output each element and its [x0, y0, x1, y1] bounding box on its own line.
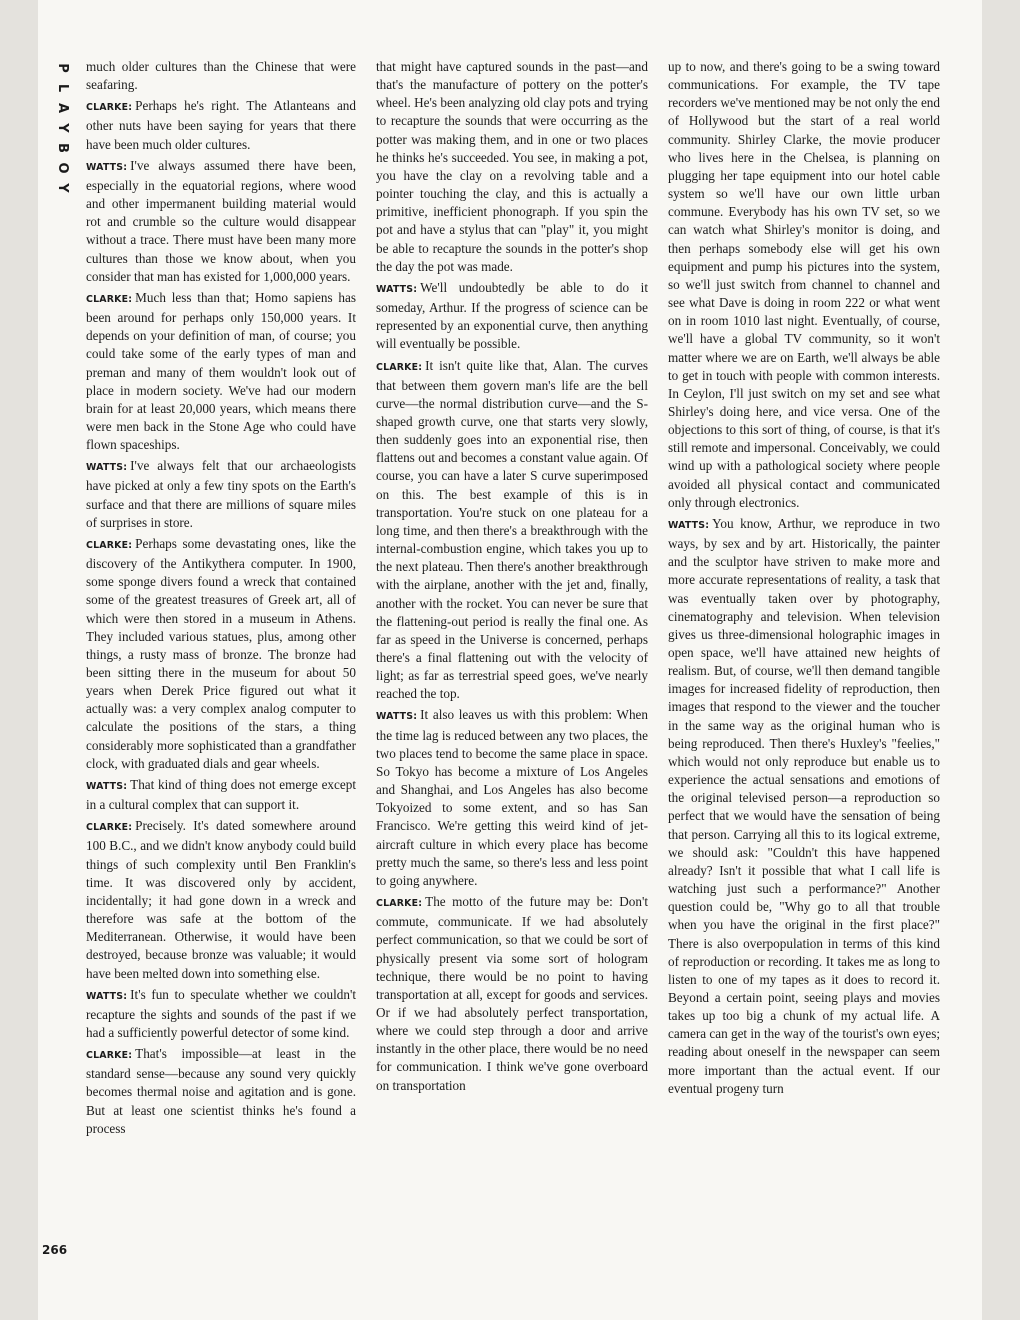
speaker-label: CLARKE:: [86, 539, 133, 551]
paragraph-text: Precisely. It's dated somewhere around 100 B.C., and we didn't know anybody could build things of such complexity until Ben Franklin's time. It was discovered only by accident, incidentally; it had gone down in a wreck and therefore was safe at the bottom of the Mediterranean. Otherwise, it would have been destroyed, because bronze was valuable; it would have been melted down into something else.: [86, 818, 356, 981]
paragraph-text: I've always felt that our archaeologists have picked at only a few tiny spots on the Earth's surface and that there are millions of square miles of surprises in store.: [86, 458, 356, 530]
speaker-label: WATTS:: [668, 519, 710, 531]
masthead-text: P L A Y B O Y: [55, 63, 70, 193]
paragraph-text: that might have captured sounds in the past—and that's the manufacture of pottery on the potter's wheel. He's been analyzing old clay pots and trying to recapture the sounds that were occurring as the potter was making them, and in one or two places he thinks he's succeeded. You see, in making a pot, you have the clay on a revolving table and a pointer touching the clay, and this is actually a primitive, inefficient phonograph. If you spin the pot and have a stylus that can "play" it, you might be able to recapture the sounds in the potter's shop the day the pot was made.: [376, 59, 648, 274]
paragraph-text: That's impossible—at least in the standard sense—because any sound very quickly becomes thermal noise and agitation and is gone. But at least one scientist thinks he's found a process: [86, 1046, 356, 1136]
paragraph-text: Perhaps some devastating ones, like the discovery of the Antikythera computer. In 1900, some sponge divers found a wreck that contained some of the greatest treasures of Greek art, all of which were then stored in a museum in Athens. They included various statues, plus, among other things, a rusty mass of bronze. The bronze had been sitting there in the museum for about 50 years when Derek Price figured out what it actually was: a very complex analog computer to calculate the positions of the stars, a thing considerably more sophisticated than a grandfather clock, with graduated dials and gear wheels.: [86, 535, 356, 771]
magazine-page: [38, 0, 982, 1320]
speaker-label: WATTS:: [376, 711, 418, 723]
paragraph: [668, 58, 940, 512]
speaker-label: CLARKE:: [86, 102, 133, 114]
paragraph-text: Much less than that; Homo sapiens has been around for perhaps only 150,000 years. It depends on your definition of man, of course; you could take some of the early types of man and preman and many of them wouldn't look out of place in modern society. We've had our modern brain for at least 20,000 years, which means there were men back in the Stone Age who could have flown spaceships.: [86, 289, 356, 453]
paragraph: [376, 706, 648, 890]
speaker-label: CLARKE:: [376, 898, 423, 910]
paragraph: [86, 58, 356, 94]
speaker-label: WATTS:: [86, 161, 128, 173]
paragraph-text: We'll undoubtedly be able to do it someday, Arthur. If the progress of science can be represented by an exponential curve, then anything will eventually be possible.: [376, 279, 648, 352]
speaker-label: CLARKE:: [86, 293, 133, 305]
page-number: 266: [42, 1243, 68, 1257]
text-column-1: [86, 58, 356, 1278]
paragraph: [86, 457, 356, 532]
paragraph-text: Perhaps he's right. The Atlanteans and other nuts have been saying for years that there have been much older cultures.: [86, 98, 356, 152]
speaker-label: CLARKE:: [376, 361, 423, 373]
paragraph: [668, 515, 940, 1098]
paragraph: [86, 776, 356, 814]
text-column-2: [376, 58, 648, 1278]
paragraph: [86, 289, 356, 454]
speaker-label: WATTS:: [86, 462, 128, 474]
paragraph: [376, 357, 648, 704]
paragraph-text: The motto of the future may be: Don't commute, communicate. If we had absolutely perfect communication, so that we could be sort of physically present via some sort of hologram technique, there would be no point to having transportation at all, except for goods and services. Or if we had absolutely perfect transportation, where we could step through a door and arrive instantly in the other place, there would be no need for communication. I think we've gone overboard on transportation: [376, 894, 648, 1093]
speaker-label: CLARKE:: [86, 1050, 133, 1062]
speaker-label: WATTS:: [86, 990, 128, 1002]
paragraph: [86, 535, 356, 773]
paragraph: [86, 817, 356, 982]
speaker-label: CLARKE:: [86, 822, 133, 834]
paragraph-text: It also leaves us with this problem: When the time lag is reduced between any two places, the two places tend to become the same place in space. So Tokyo has become a mixture of Los Angeles and Shanghai, and Los Angeles has also become Tokyoized to some extent, and so has San Francisco. We're getting this weird kind of jet-aircraft culture in which every place has become pretty much the same, so there's less and less point to going anywhere.: [376, 707, 648, 888]
paragraph-text: much older cultures than the Chinese that were seafaring.: [86, 59, 356, 93]
text-column-3: [668, 58, 940, 1278]
speaker-label: WATTS:: [86, 780, 128, 792]
paragraph-text: That kind of thing does not emerge except in a cultural complex that can support it.: [86, 776, 356, 813]
paragraph-text: It isn't quite like that, Alan. The curves that between them govern man's life are the bell curve—the normal distribution curve—and the S-shaped growth curve, one that starts very slowly, then suddenly goes into an exponential rise, then flattens out and becomes a constant value again. Of course, you can have a later S curve superimposed on this. The best example of this is in transportation. You're stuck on one plateau for a long time, and then there's a breakthrough with the internal-combustion engine, which takes you up to the next plateau. Then there's another breakthrough with the airplane, another with the jet and, finally, another with the rocket. You can never be sure that the flattening-out period is really the final one. As far as speed in the Universe is concerned, perhaps there's a final flattening out with the velocity of light; as far as terrestrial speed goes, we've nearly reached the top.: [376, 357, 648, 702]
paragraph: [86, 986, 356, 1042]
paragraph: [86, 97, 356, 153]
masthead-vertical: [50, 58, 68, 198]
paragraph: [86, 1045, 356, 1138]
paragraph: [376, 279, 648, 354]
paragraph-text: up to now, and there's going to be a swing toward communications. For example, the TV tape recorders we've mentioned may be not only the end of Hollywood but the start of a real world community. Shirley Clarke, the movie producer who lives here in the Chelsea, is planning on plugging her tape equipment into our hotel cable system so we'll have our own little urban commune. Everybody has his own TV set, so we can watch what Shirley's monitor is doing, and then perhaps somebody else will get his own equipment and pump his pictures into the system, so we'll just switch from channel to channel and see what Dave is doing in room 222 or what went on in room 1010 last night. Eventually, of course, we'll have a global TV community, so it won't matter where we are on Earth, we'll always be able to get in touch with people with common interests. In Ceylon, I'll just switch on my set and see what Shirley's doing here, and vice versa. One of the objections to this sort of thing, of course, is that it's still remote and impersonal. Conceivably, we could wind up with a pathological society where people avoided all physical contact and communicated only through electronics.: [668, 59, 940, 510]
speaker-label: WATTS:: [376, 283, 418, 295]
paragraph-text: I've always assumed there have been, especially in the equatorial regions, where wood and other impermanent building material would rot and crumble so the culture would disappear without a trace. There must have been many more cultures than those we know about, when you consider that man has existed for 1,000,000 years.: [86, 157, 356, 284]
paragraph: [86, 157, 356, 286]
paragraph-text: You know, Arthur, we reproduce in two ways, by sex and by art. Historically, the painter and the sculptor have striven to make more and more accurate representations of reality, a task that was eventually taken over by photography, cinematography and television. When television gives us three-dimensional holographic images in open space, we'll have attained new heights of realism. But, of course, we'll then demand tangible images for increased fidelity of reproduction, then images that respond to the viewer and the toucher in the same way as the original human who is being reproduced. Then there's Huxley's "feelies," which would not only reproduce but enable us to experience the actual sensations and emotions of the original televised person—a reproduction so perfect that we would have the sensation of being that person. Carrying all this to its logical extreme, we should ask: "Couldn't this have happened already? Isn't it possible that what I call life is watching just such a performance?" Another question could be, "Why go to all that trouble when you have the original in the first place?" There is also overpopulation in terms of this kind of reproduction or recording. It takes me as long to listen to one of my tapes as it does to record it. Beyond a certain point, seeing plays and movies takes up too big a chunk of my actual life. A camera can get in the way of the tourist's own eyes; reading about oneself in the newspaper can seem more important than the actual event. If our eventual progeny turn: [668, 515, 940, 1096]
paragraph: [376, 893, 648, 1095]
paragraph: [376, 58, 648, 276]
paragraph-text: It's fun to speculate whether we couldn't recapture the sights and sounds of the past if we had a sufficiently powerful detector of some kind.: [86, 986, 356, 1040]
